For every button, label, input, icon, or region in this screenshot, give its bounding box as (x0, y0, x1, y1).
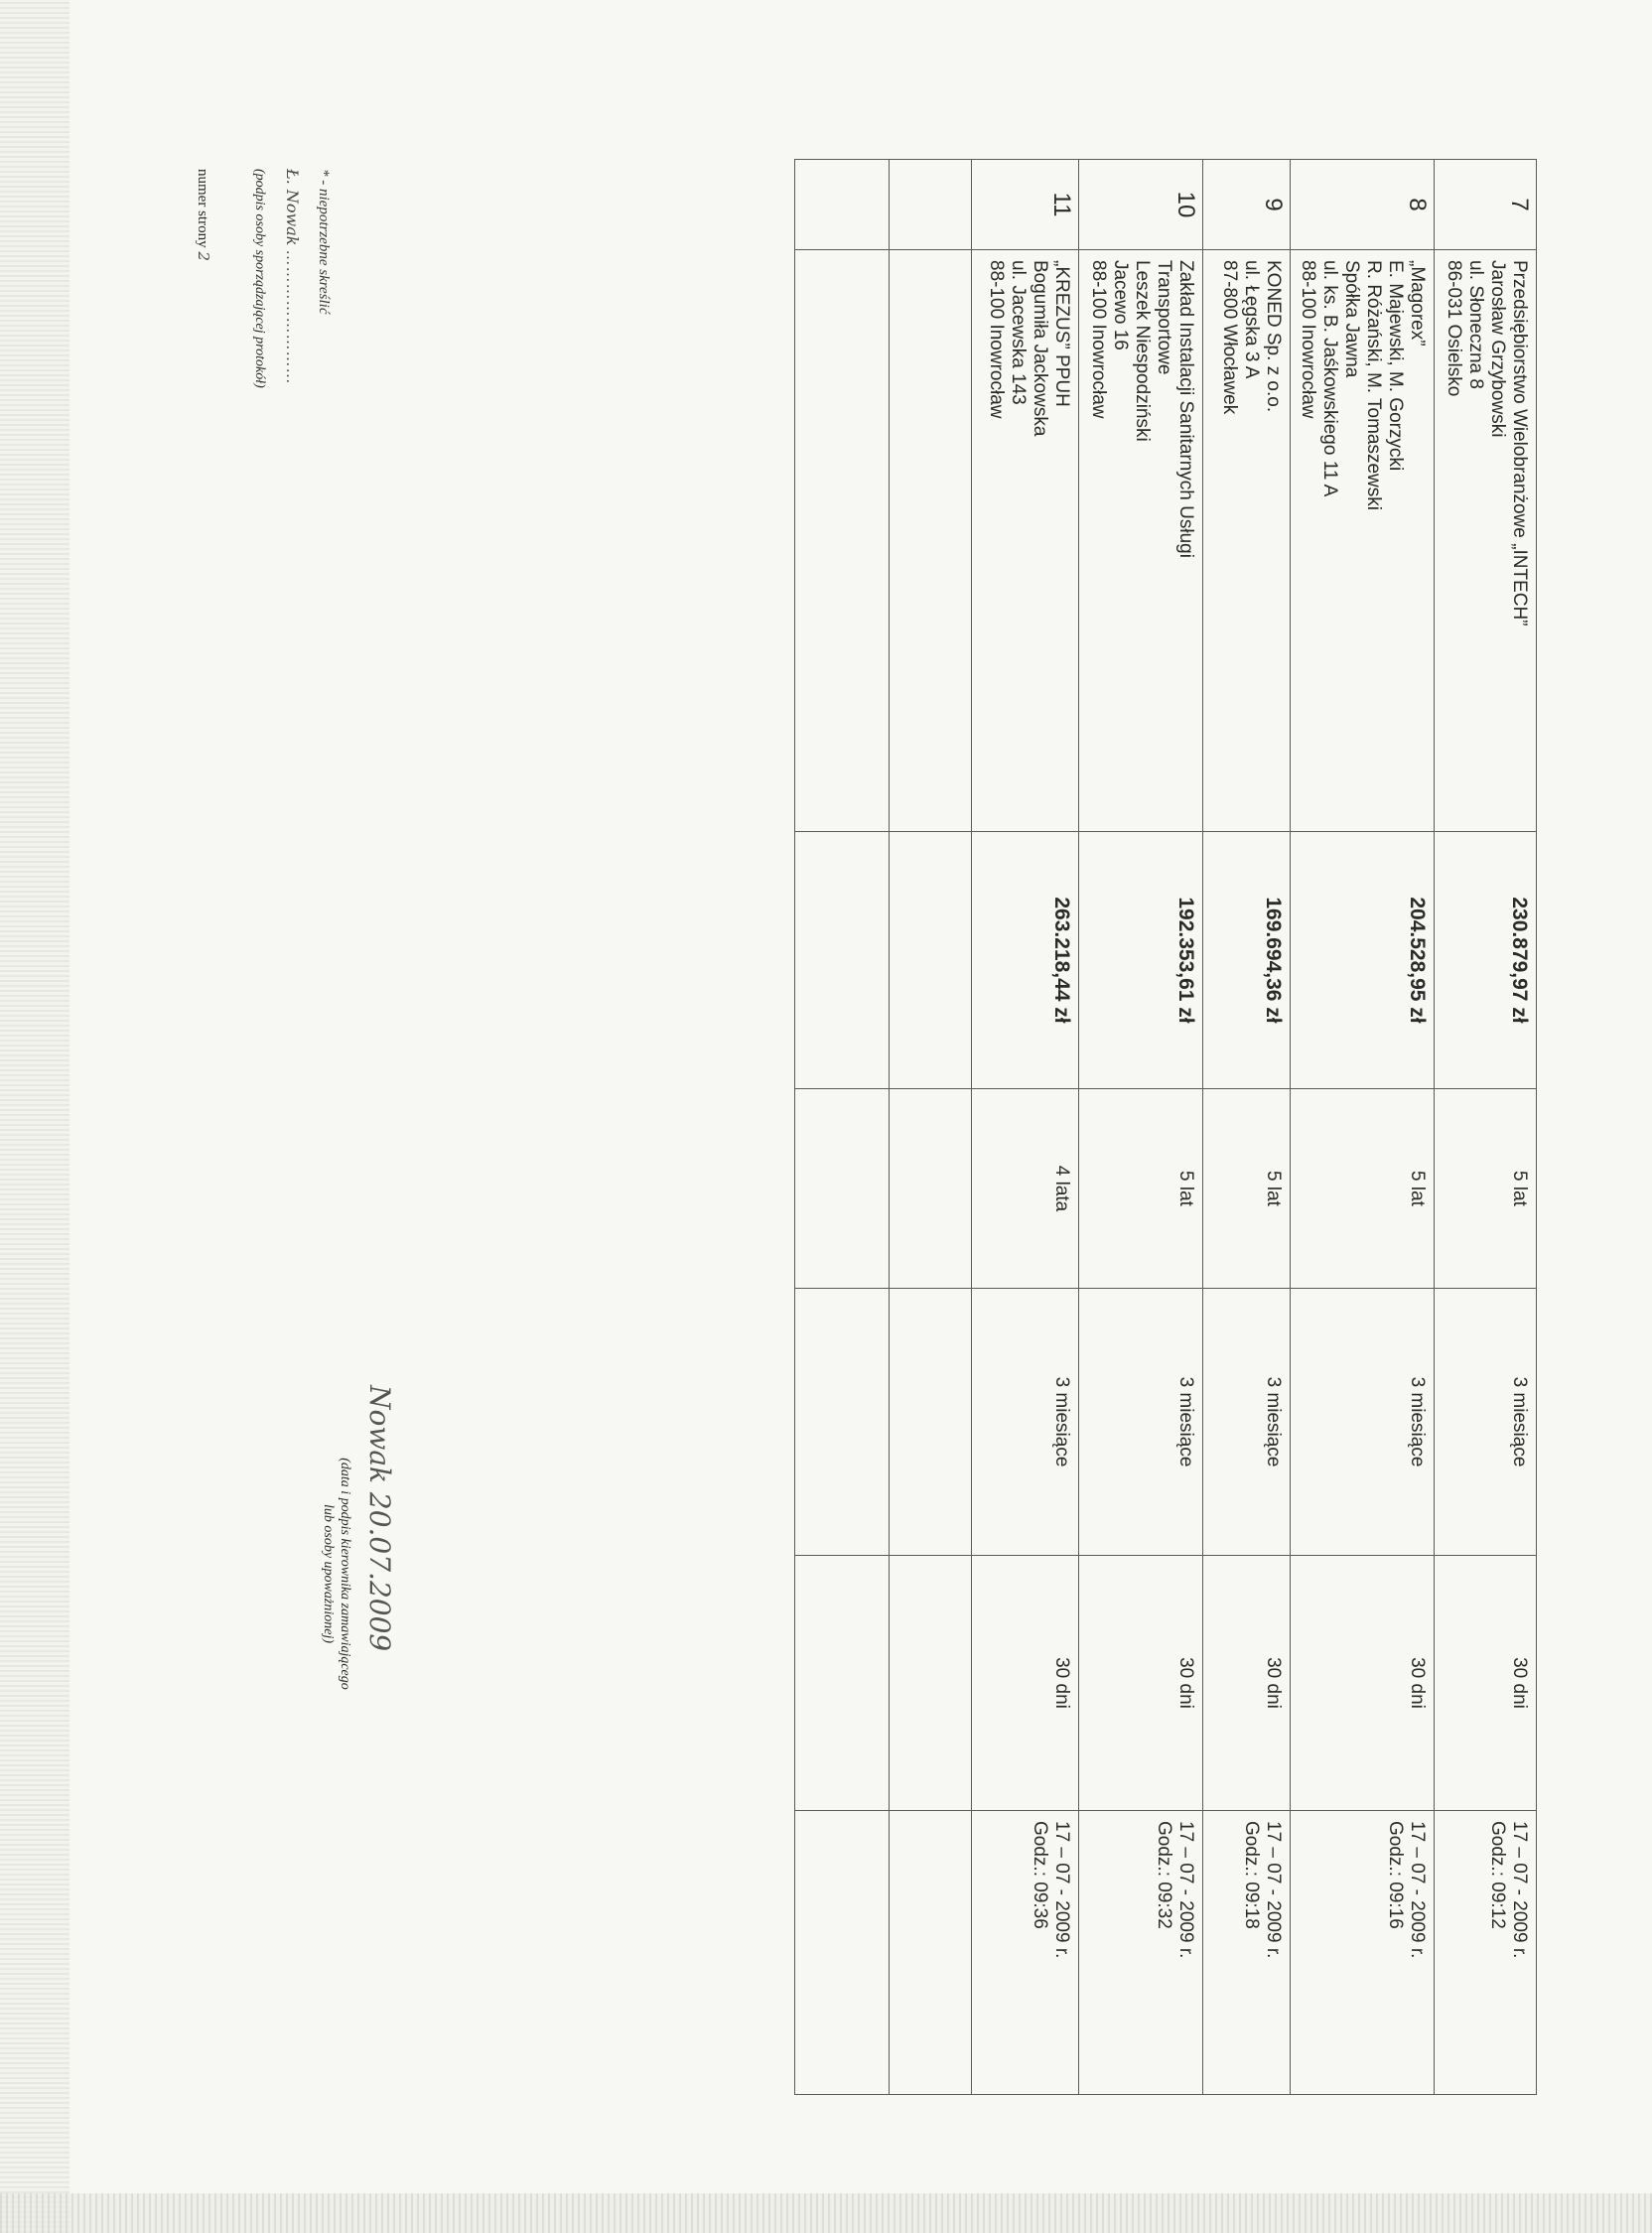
submission-date (1291, 1811, 1435, 2095)
bidder-name (1291, 250, 1435, 832)
submission-date (1203, 1811, 1291, 2095)
bidder-name-line: E. Majewski, M. Gorzycki (1385, 260, 1406, 472)
bidder-name (1079, 250, 1203, 832)
bidder-name-line: 86-031 Osielsko (1444, 260, 1464, 397)
submission-date-time: Godz.: 09:18 (1241, 1821, 1262, 1929)
head-caption-line: (data i podpis kierownika zamawiającego (338, 1458, 352, 1690)
table-row (1435, 160, 1537, 2095)
bidder-name (1203, 250, 1291, 832)
bidder-name-line: 88-100 Inowrocław (986, 260, 1007, 419)
delivery-time: 3 miesiące (972, 1289, 1079, 1556)
bidder-name-line: ul. Słoneczna 8 (1465, 260, 1486, 389)
table-row-empty (890, 160, 972, 2095)
offers-table (794, 159, 1537, 2095)
head-signature-caption (320, 1385, 353, 1762)
submission-date (972, 1811, 1079, 2095)
bidder-name-line: 88-100 Inowrocław (1298, 260, 1318, 419)
empty-cell (795, 1811, 890, 2095)
bidder-name-line: ul. Jacewska 143 (1008, 260, 1029, 405)
empty-cell (890, 160, 972, 250)
bidder-name-line: Zakład Instalacji Sanitarnych Usługi (1175, 260, 1196, 558)
row-number: 8 (1291, 160, 1435, 250)
page-number (194, 169, 212, 261)
payment-terms: 30 dni (972, 1556, 1079, 1811)
bidder-name-line: 88-100 Inowrocław (1088, 260, 1109, 419)
payment-terms: 30 dni (1079, 1556, 1203, 1811)
table-row-empty (795, 160, 890, 2095)
bidder-name-line: ul. Łęgska 3 A (1241, 260, 1262, 379)
empty-cell (795, 1289, 890, 1556)
bidder-name-line: Bogumiła Jackowska (1030, 260, 1050, 437)
bidder-name (1435, 250, 1537, 832)
offers-table-body (795, 160, 1537, 2095)
delivery-time: 3 miesiące (1079, 1289, 1203, 1556)
delivery-time: 3 miesiące (1203, 1289, 1291, 1556)
bidder-name-line: Jacewo 16 (1110, 260, 1131, 350)
row-number: 11 (972, 160, 1079, 250)
submission-date-day: 17 – 07 - 2009 r. (1509, 1821, 1530, 1959)
empty-cell (890, 1556, 972, 1811)
delivery-time: 3 miesiące (1291, 1289, 1435, 1556)
preparer-signature: Ł. Nowak (283, 169, 302, 246)
signature-dots: …………………… (283, 249, 300, 385)
page-number-value: 2 (195, 251, 212, 261)
table-row (1203, 160, 1291, 2095)
page-number-label: numer strony (195, 169, 210, 248)
submission-date (1435, 1811, 1537, 2095)
empty-cell (795, 832, 890, 1089)
table-row (1079, 160, 1203, 2095)
bidder-name-line: KONED Sp. z o.o. (1263, 260, 1284, 413)
warranty-period: 4 lata (972, 1089, 1079, 1289)
warranty-period: 5 lat (1435, 1089, 1537, 1289)
warranty-period: 5 lat (1079, 1089, 1203, 1289)
submission-date-day: 17 – 07 - 2009 r. (1263, 1821, 1284, 1959)
bidder-name-line: Spółka Jawna (1341, 260, 1362, 378)
empty-cell (795, 160, 890, 250)
preparer-signature-caption: (podpis osoby sporządzającej protokół) (252, 169, 267, 388)
empty-cell (890, 832, 972, 1089)
bidder-name-line: 87-800 Włocławek (1219, 260, 1240, 415)
bidder-name-line: Przedsiębiorstwo Wielobranżowe „INTECH” (1509, 260, 1530, 627)
empty-cell (890, 1811, 972, 2095)
offer-price: 204.528,95 zł (1291, 832, 1435, 1089)
bidder-name-line: Transportowe (1154, 260, 1174, 375)
table-row (972, 160, 1079, 2095)
submission-date-time: Godz.: 09:12 (1487, 1821, 1508, 1929)
bidder-name-line: „Magorex” (1407, 260, 1428, 347)
payment-terms: 30 dni (1435, 1556, 1537, 1811)
empty-cell (890, 1289, 972, 1556)
bidder-name-line: Leszek Niespodziński (1132, 260, 1153, 442)
bidder-name-line: ul. ks. B. Jaśkowskiego 11 A (1319, 260, 1340, 497)
payment-terms: 30 dni (1203, 1556, 1291, 1811)
row-number: 10 (1079, 160, 1203, 250)
warranty-period: 5 lat (1203, 1089, 1291, 1289)
submission-date-day: 17 – 07 - 2009 r. (1407, 1821, 1428, 1959)
offer-price: 230.879,97 zł (1435, 832, 1537, 1089)
warranty-period: 5 lat (1291, 1089, 1435, 1289)
offer-price: 263.218,44 zł (972, 832, 1079, 1089)
head-caption-line: lub osoby upoważnionej) (321, 1504, 336, 1643)
bidder-name (972, 250, 1079, 832)
bidder-name-line: Jarosław Grzybowski (1487, 260, 1508, 438)
bidder-name-line: R. Różański, M. Tomaszewski (1363, 260, 1384, 510)
offer-price: 192.353,61 zł (1079, 832, 1203, 1089)
table-row (1291, 160, 1435, 2095)
payment-terms: 30 dni (1291, 1556, 1435, 1811)
submission-date-time: Godz.: 09:36 (1030, 1821, 1050, 1929)
submission-date (1079, 1811, 1203, 2095)
empty-cell (890, 1089, 972, 1289)
empty-cell (795, 1089, 890, 1289)
empty-cell (890, 250, 972, 832)
submission-date-time: Godz.: 09:16 (1385, 1821, 1406, 1929)
submission-date-time: Godz.: 09:32 (1154, 1821, 1174, 1929)
row-number: 9 (1203, 160, 1291, 250)
empty-cell (795, 250, 890, 832)
empty-cell (795, 1556, 890, 1811)
head-signature: Nowak 20.07.2009 (363, 1385, 396, 1652)
bidder-name-line: „KREZUS” PPUH (1051, 260, 1072, 407)
submission-date-day: 17 – 07 - 2009 r. (1051, 1821, 1072, 1959)
footnote: * - niepotrzebne skreślić (316, 169, 332, 315)
delivery-time: 3 miesiące (1435, 1289, 1537, 1556)
submission-date-day: 17 – 07 - 2009 r. (1175, 1821, 1196, 1959)
preparer-signature-line (282, 169, 302, 384)
offer-price: 169.694,36 zł (1203, 832, 1291, 1089)
row-number: 7 (1435, 160, 1537, 250)
